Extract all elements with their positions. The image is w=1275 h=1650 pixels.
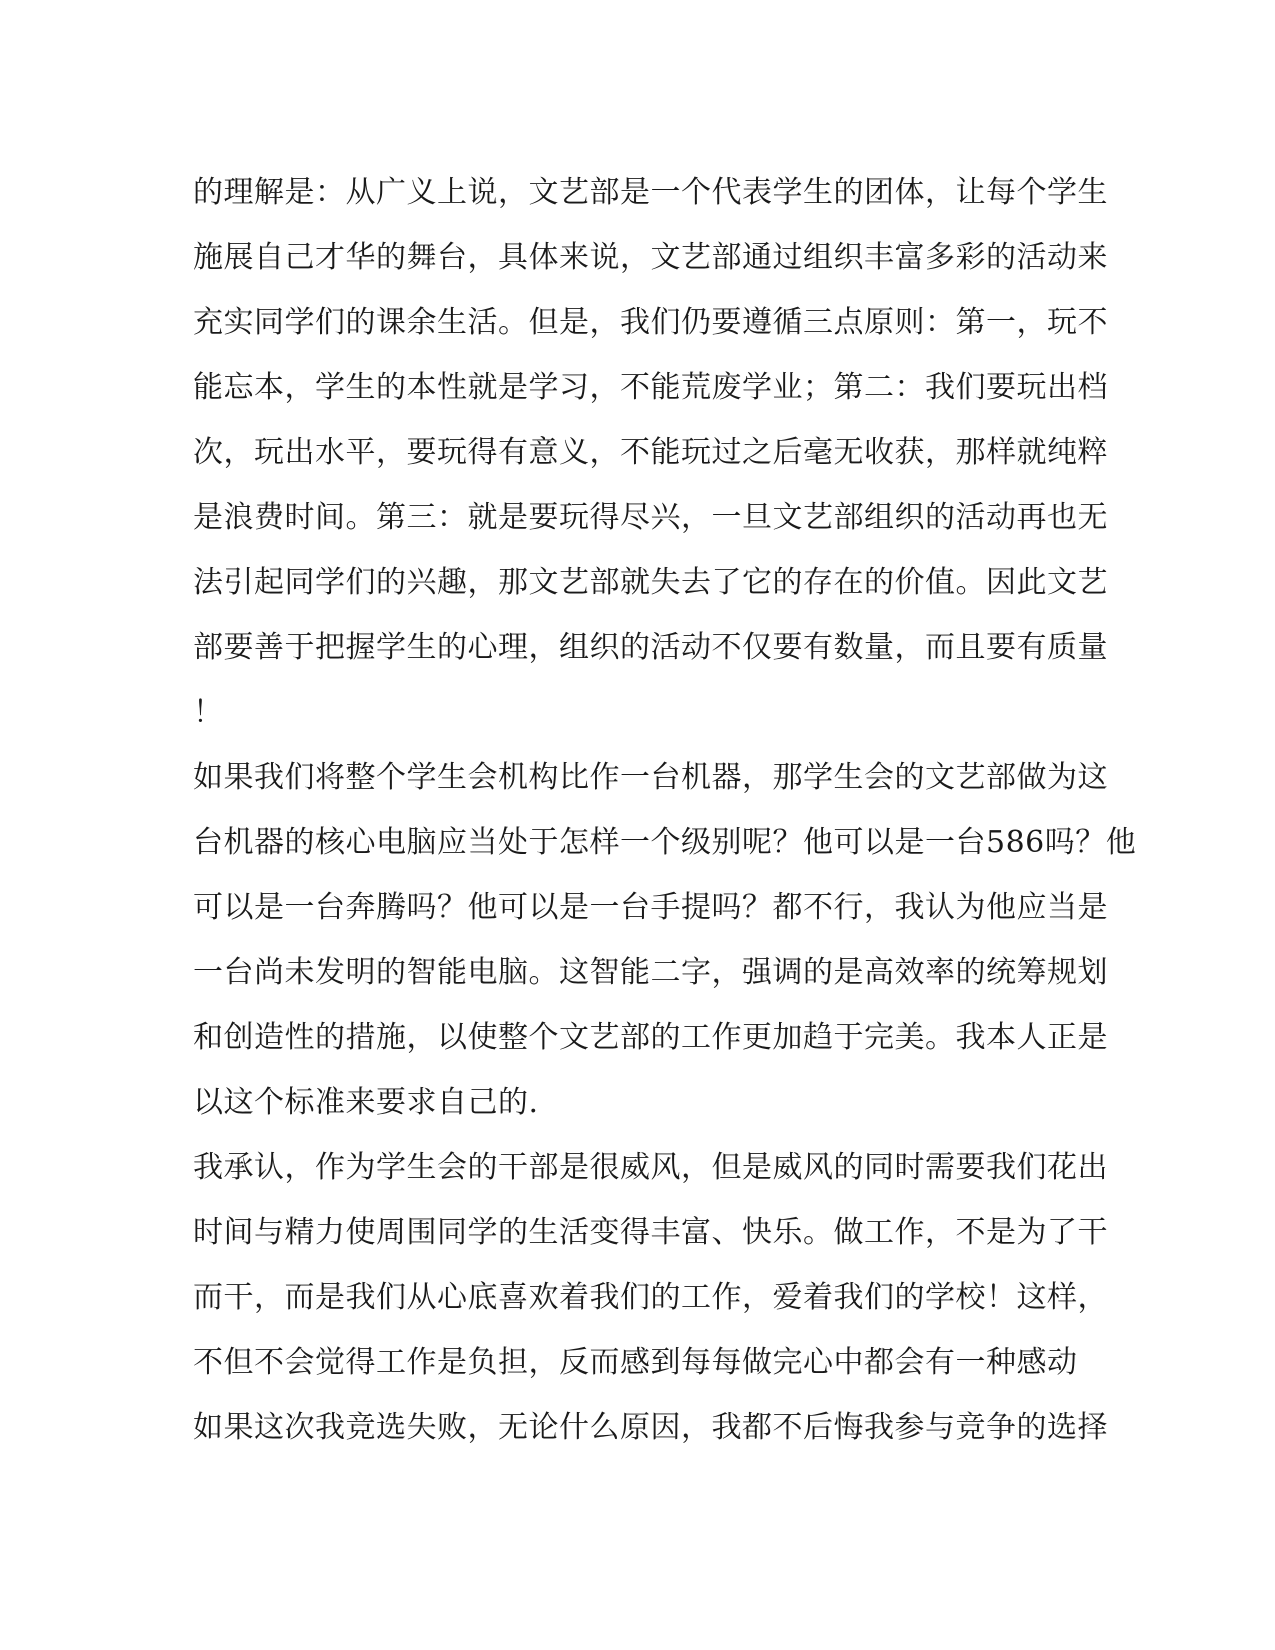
text-line: 能忘本，学生的本性就是学习，不能荒废学业；第二：我们要玩出档 [193, 370, 1108, 405]
text-line: 是浪费时间。第三：就是要玩得尽兴，一旦文艺部组织的活动再也无 [193, 500, 1108, 535]
text-line: 施展自己才华的舞台，具体来说，文艺部通过组织丰富多彩的活动来 [193, 240, 1108, 275]
text-line: ！ [193, 695, 224, 730]
body-text [193, 160, 1137, 1460]
text-line: 台机器的核心电脑应当处于怎样一个级别呢？他可以是一台586吗？他 [193, 825, 1137, 860]
text-line: 如果我们将整个学生会机构比作一台机器，那学生会的文艺部做为这 [193, 760, 1108, 795]
text-line: 的理解是：从广义上说，文艺部是一个代表学生的团体，让每个学生 [193, 175, 1108, 210]
text-line: 如果这次我竞选失败，无论什么原因，我都不后悔我参与竞争的选择 [193, 1410, 1108, 1445]
text-line: 而干，而是我们从心底喜欢着我们的工作，爱着我们的学校！这样， [193, 1280, 1108, 1315]
text-line: 时间与精力使周围同学的生活变得丰富、快乐。做工作，不是为了干 [193, 1215, 1108, 1250]
text-line: 次，玩出水平，要玩得有意义，不能玩过之后毫无收获，那样就纯粹 [193, 435, 1108, 470]
text-line: 充实同学们的课余生活。但是，我们仍要遵循三点原则：第一，玩不 [193, 305, 1108, 340]
text-line: 不但不会觉得工作是负担，反而感到每每做完心中都会有一种感动 [193, 1345, 1078, 1380]
text-line: 我承认，作为学生会的干部是很威风，但是威风的同时需要我们花出 [193, 1150, 1108, 1185]
text-line: 和创造性的措施，以使整个文艺部的工作更加趋于完美。我本人正是 [193, 1020, 1108, 1055]
text-line: 可以是一台奔腾吗？他可以是一台手提吗？都不行，我认为他应当是 [193, 890, 1108, 925]
text-line: 部要善于把握学生的心理，组织的活动不仅要有数量，而且要有质量 [193, 630, 1108, 665]
text-line: 一台尚未发明的智能电脑。这智能二字，强调的是高效率的统筹规划 [193, 955, 1108, 990]
text-line: 以这个标准来要求自己的. [193, 1085, 539, 1120]
text-line: 法引起同学们的兴趣，那文艺部就失去了它的存在的价值。因此文艺 [193, 565, 1108, 600]
